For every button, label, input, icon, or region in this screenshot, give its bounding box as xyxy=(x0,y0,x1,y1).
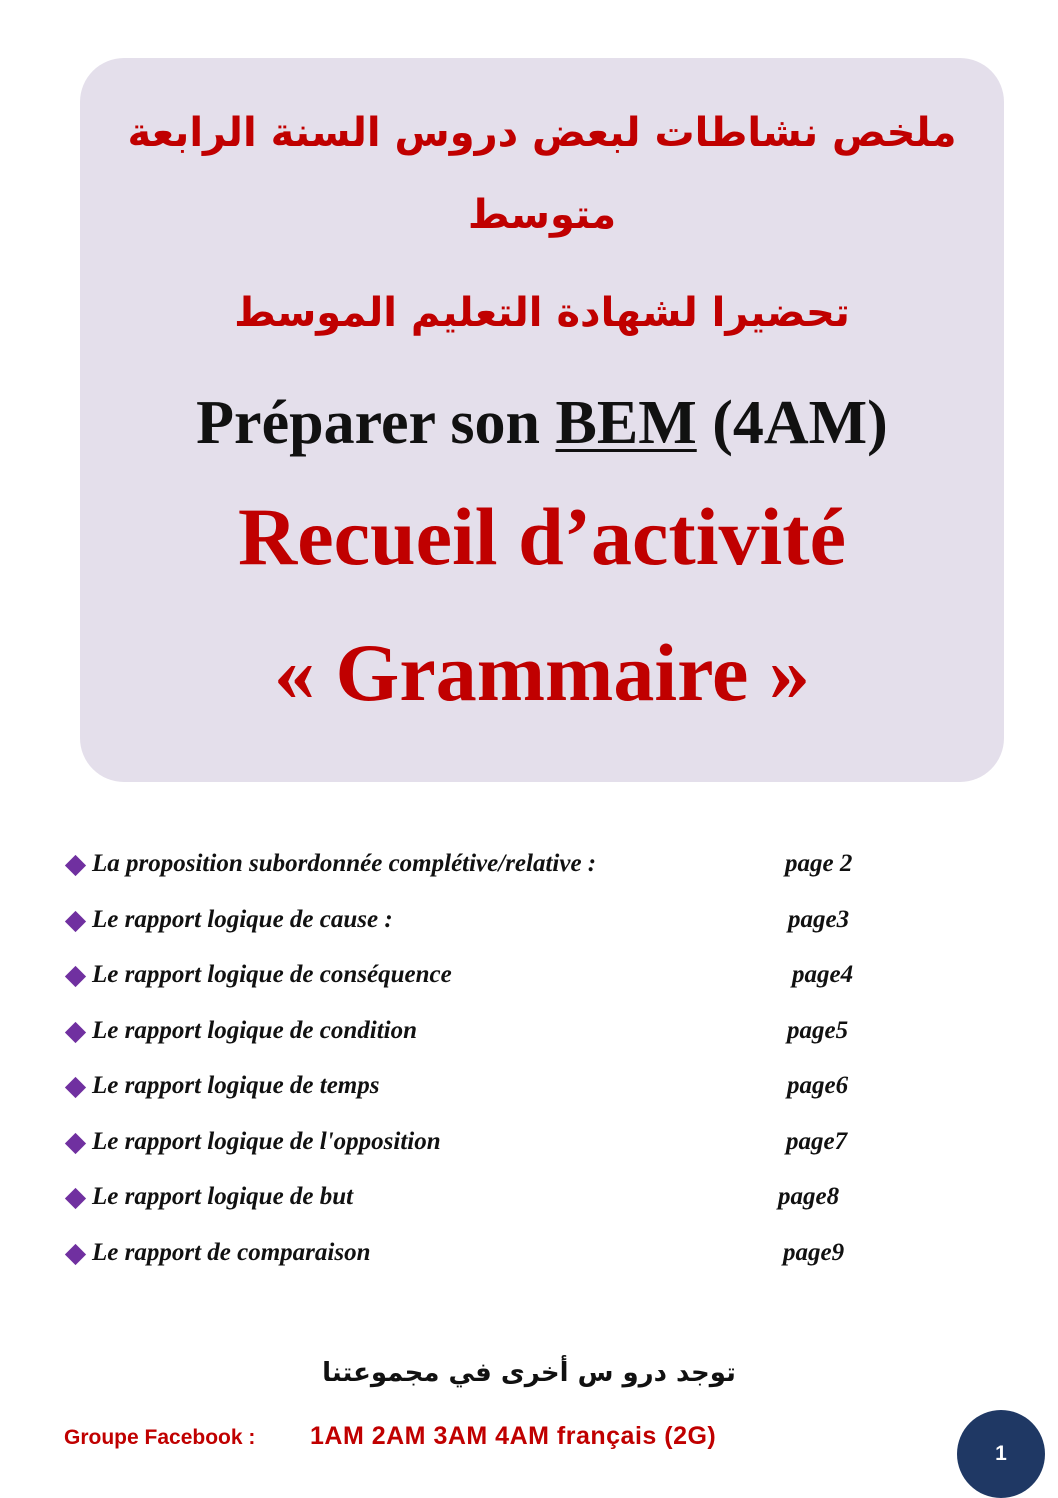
arabic-title-line-2: متوسط xyxy=(467,192,617,238)
diamond-bullet-icon xyxy=(65,1188,86,1209)
exam-title-bem: BEM xyxy=(555,389,697,457)
toc-item-page: page 2 xyxy=(785,850,853,877)
page-number-badge: 1 xyxy=(957,1410,1045,1498)
toc-item-page: page9 xyxy=(783,1238,845,1266)
facebook-group-name: 1AM 2AM 3AM 4AM français (2G) xyxy=(310,1422,717,1450)
toc-item[interactable] xyxy=(64,959,884,1015)
diamond-bullet-icon xyxy=(65,855,86,876)
subject-heading: « Grammaire » xyxy=(274,627,810,718)
toc-item-page: page8 xyxy=(778,1183,840,1210)
cover-box xyxy=(80,58,1004,782)
table-of-contents xyxy=(64,848,884,1292)
diamond-bullet-icon xyxy=(65,1132,86,1153)
toc-item-page: page4 xyxy=(792,961,854,988)
exam-title xyxy=(80,388,1004,459)
collection-heading: Recueil d’activité xyxy=(238,491,846,582)
arabic-subtitle: تحضيرا لشهادة التعليم الموسط xyxy=(234,290,850,336)
toc-item[interactable] xyxy=(64,1181,884,1237)
toc-item-label: Le rapport logique de but xyxy=(92,1183,354,1210)
diamond-bullet-icon xyxy=(65,966,86,987)
toc-item-label: Le rapport logique de l'opposition xyxy=(92,1127,441,1155)
facebook-label: Groupe Facebook : xyxy=(64,1426,256,1449)
arabic-footer-note: توجد درو س أخرى في مجموعتنا xyxy=(322,1358,736,1388)
toc-item-label: Le rapport logique de condition xyxy=(92,1016,417,1044)
toc-item[interactable] xyxy=(64,1237,884,1293)
toc-item-label: Le rapport logique de conséquence xyxy=(92,961,452,988)
toc-item[interactable] xyxy=(64,904,884,960)
toc-item[interactable] xyxy=(64,1126,884,1182)
diamond-bullet-icon xyxy=(65,1021,86,1042)
toc-item-label: La proposition subordonnée complétive/relative : xyxy=(92,850,597,877)
exam-title-prefix: Préparer son xyxy=(196,389,556,457)
toc-item[interactable] xyxy=(64,1070,884,1126)
toc-item[interactable] xyxy=(64,1015,884,1071)
toc-item-label: Le rapport logique de temps xyxy=(92,1072,380,1099)
toc-item-page: page7 xyxy=(786,1127,848,1155)
toc-item[interactable] xyxy=(64,848,884,904)
toc-item-page: page3 xyxy=(788,905,850,933)
toc-item-page: page6 xyxy=(787,1072,849,1099)
diamond-bullet-icon xyxy=(65,1243,86,1264)
toc-item-page: page5 xyxy=(787,1016,849,1044)
exam-title-suffix: (4AM) xyxy=(696,389,888,457)
toc-item-label: Le rapport de comparaison xyxy=(92,1238,371,1266)
diamond-bullet-icon xyxy=(65,910,86,931)
toc-item-label: Le rapport logique de cause : xyxy=(92,905,393,933)
arabic-title-line-1: ملخص نشاطات لبعض دروس السنة الرابعة xyxy=(127,110,957,156)
diamond-bullet-icon xyxy=(65,1077,86,1098)
